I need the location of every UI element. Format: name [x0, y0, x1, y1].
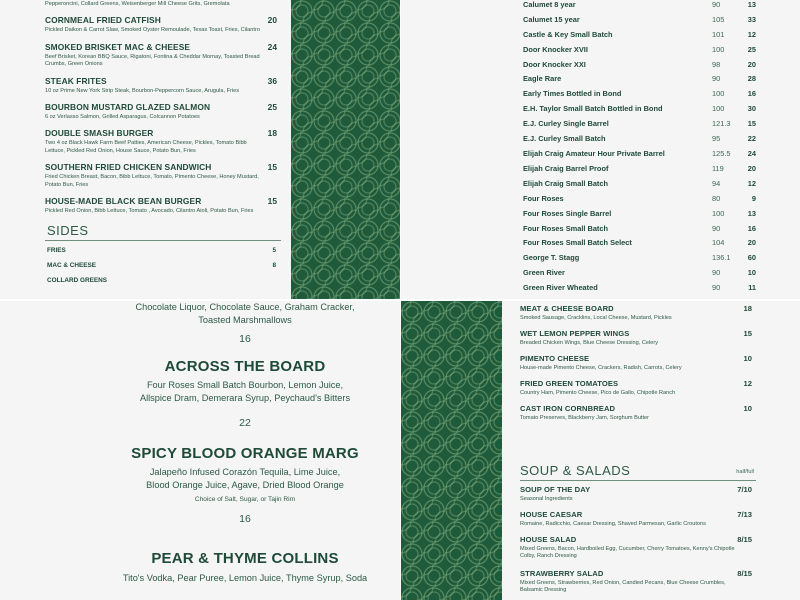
- whiskey-row: [523, 149, 759, 164]
- entrees-list: [45, 0, 281, 292]
- whiskey-proof: 101: [712, 30, 725, 39]
- whiskey-row: [523, 238, 759, 253]
- cocktails-panel: [0, 301, 400, 600]
- whiskey-row: [523, 134, 759, 149]
- item-description: Mixed Greens, Strawberries, Red Onion, Candied Pecans, Blue Cheese Crumbles, Balsamic Dressing: [520, 580, 726, 594]
- whiskey-row: [523, 164, 759, 179]
- whiskey-price: 22: [747, 134, 756, 143]
- partial-item-description: Pepperoncini, Collard Greens, Weisenberger Mill Cheese Grits, Gremolata: [45, 1, 230, 7]
- whiskey-row: [523, 224, 759, 239]
- side-name: MAC & CHEESE: [47, 262, 97, 270]
- whiskey-proof: 98: [712, 60, 721, 69]
- whiskey-proof: 100: [712, 89, 725, 98]
- whiskey-price: 13: [747, 0, 756, 9]
- whiskey-name: Elijah Craig Amateur Hour Private Barrel: [523, 149, 665, 158]
- menu-item: [45, 15, 281, 34]
- side-name: COLLARD GREENS: [47, 277, 108, 285]
- whiskey-proof: 125.5: [712, 149, 731, 158]
- whiskey-row: [523, 194, 759, 209]
- whiskey-name: Early Times Bottled in Bond: [523, 89, 622, 98]
- item-name: HOUSE CAESAR: [520, 510, 583, 519]
- menu-item: [520, 404, 756, 422]
- whiskey-row: [523, 253, 759, 268]
- menu-item: [520, 510, 756, 528]
- whiskey-price: 11: [748, 283, 756, 292]
- whiskey-row: [523, 268, 759, 283]
- item-price: 8/15: [737, 569, 752, 578]
- cocktail-ingredients: Allspice Dram, Demerara Syrup, Peychaud's Bitters: [139, 393, 351, 403]
- whiskey-price: 30: [747, 104, 756, 113]
- side-item: [45, 262, 281, 277]
- item-name: DOUBLE SMASH BURGER: [45, 128, 154, 139]
- whiskey-name: Elijah Craig Small Batch: [523, 179, 609, 188]
- item-description: Pickled Daikon & Carrot Slaw, Smoked Oyster Remoulade, Texas Toast, Fries, Cilantro: [45, 27, 260, 34]
- item-price: 20: [267, 15, 277, 26]
- whiskey-proof: 100: [712, 209, 725, 218]
- whiskey-price: 25: [747, 45, 756, 54]
- whiskey-price: 16: [747, 89, 756, 98]
- cocktail-ingredients: Four Roses Small Batch Bourbon, Lemon Juice,: [146, 380, 344, 390]
- whiskey-row: [523, 179, 759, 194]
- cocktail-ingredients: Tito's Vodka, Pear Puree, Lemon Juice, Thyme Syrup, Soda: [122, 573, 368, 583]
- whiskey-row: [523, 119, 759, 134]
- item-price: 10: [743, 404, 752, 413]
- item-description: House-made Pimento Cheese, Crackers, Radish, Carrots, Celery: [520, 365, 682, 371]
- whiskey-proof: 90: [712, 224, 721, 233]
- whiskey-name: Four Roses Small Batch: [523, 224, 609, 233]
- item-description: Breaded Chicken Wings, Blue Cheese Dressing, Celery: [520, 340, 659, 346]
- cocktail-ingredients: Chocolate Liquor, Chocolate Sauce, Graham Cracker,: [135, 302, 355, 312]
- item-name: CORNMEAL FRIED CATFISH: [45, 15, 161, 26]
- menu-item: [45, 162, 281, 189]
- menu-item: [45, 42, 281, 69]
- whiskey-name: Four Roses Small Batch Select: [523, 238, 632, 247]
- whiskey-price: 28: [747, 74, 756, 83]
- whiskey-name: Castle & Key Small Batch: [523, 30, 613, 39]
- whiskey-name: Green River Wheated: [523, 283, 598, 292]
- item-description: Romaine, Radicchio, Caesar Dressing, Shaved Parmesan, Garlic Croutons: [520, 521, 706, 527]
- item-name: FRIED GREEN TOMATOES: [520, 379, 619, 388]
- whiskey-price: 10: [747, 268, 756, 277]
- whiskey-price: 33: [747, 15, 756, 24]
- sides-heading: SIDES: [47, 223, 89, 239]
- cocktail-price: 22: [239, 417, 251, 429]
- item-description: 6 oz Verlasso Salmon, Grilled Asparagus, Colcannon Potatoes: [45, 114, 200, 121]
- whiskey-name: E.H. Taylor Small Batch Bottled in Bond: [523, 104, 663, 113]
- whiskey-proof: 100: [712, 45, 725, 54]
- item-name: HOUSE SALAD: [520, 535, 577, 544]
- whiskey-price: 15: [747, 119, 756, 128]
- cocktail-item: [0, 550, 400, 585]
- whiskey-row: [523, 60, 759, 75]
- soup-salads-heading: SOUP & SALADS: [520, 463, 631, 478]
- side-price: 8: [272, 262, 276, 270]
- item-name: SOUP OF THE DAY: [520, 485, 591, 494]
- whiskey-proof: 95: [712, 134, 721, 143]
- whiskey-name: Four Roses: [523, 194, 564, 203]
- item-price: 36: [267, 75, 277, 86]
- side-item: [45, 247, 281, 262]
- item-name: HOUSE-MADE BLACK BEAN BURGER: [45, 196, 202, 207]
- whiskey-price: 20: [747, 238, 756, 247]
- item-name: WET LEMON PEPPER WINGS: [520, 329, 630, 338]
- whiskey-row: [523, 15, 759, 30]
- item-name: SOUTHERN FRIED CHICKEN SANDWICH: [45, 162, 212, 173]
- cocktail-note: Choice of Salt, Sugar, or Tajin Rim: [194, 496, 296, 503]
- whiskey-price: 12: [747, 179, 756, 188]
- side-price: 5: [272, 247, 276, 255]
- whiskey-proof: 90: [712, 74, 721, 83]
- item-price: 15: [267, 162, 277, 173]
- item-price: 18: [267, 128, 277, 139]
- menu-item: [520, 485, 756, 503]
- item-price: 12: [743, 379, 752, 388]
- item-description: Pickled Red Onion, Bibb Lettuce, Tomato , Avocado, Cilantro Aioli, Potato Bun, Fries: [45, 208, 254, 215]
- item-name: BOURBON MUSTARD GLAZED SALMON: [45, 102, 211, 113]
- whiskey-row: [523, 104, 759, 119]
- whiskey-price: 20: [747, 164, 756, 173]
- cocktail-price: 16: [239, 513, 251, 525]
- cocktail-item: [0, 445, 400, 525]
- menu-item: [520, 535, 756, 561]
- item-description: 10 oz Prime New York Strip Steak, Bourbon-Peppercorn Sauce, Arugula, Fries: [45, 87, 240, 94]
- soup-salads-header: [520, 463, 756, 481]
- whiskey-name: Elijah Craig Barrel Proof: [523, 164, 609, 173]
- item-price: 15: [743, 329, 752, 338]
- cocktail-item: [0, 358, 400, 429]
- item-description: Beef Brisket, Korean BBQ Sauce, Rigatoni, Fontina & Cheddar Mornay, Toasted Bread Crumbs, Green Onions: [45, 53, 260, 68]
- half-full-note: half/full: [736, 469, 754, 475]
- whiskey-row: [523, 89, 759, 104]
- whiskey-proof: 80: [712, 194, 721, 203]
- cocktail-ingredients: Toasted Marshmallows: [198, 315, 292, 325]
- decorative-pattern-strip: [291, 0, 400, 299]
- whiskey-row: [523, 30, 759, 45]
- whiskey-proof: 119: [712, 164, 724, 173]
- item-name: MEAT & CHEESE BOARD: [520, 304, 614, 313]
- item-name: CAST IRON CORNBREAD: [520, 404, 616, 413]
- cocktail-price: 16: [239, 333, 251, 345]
- whiskey-price: 12: [747, 30, 756, 39]
- whiskey-price: 60: [747, 253, 756, 262]
- item-price: 7/13: [737, 510, 752, 519]
- cocktail-ingredients: Blood Orange Juice, Agave, Dried Blood Orange: [146, 480, 344, 490]
- whiskey-price: 20: [747, 60, 756, 69]
- item-price: 7/10: [737, 485, 752, 494]
- whiskey-proof: 90: [712, 0, 721, 9]
- whiskey-price: 9: [751, 194, 756, 203]
- whiskey-proof: 100: [712, 104, 725, 113]
- item-description: Tomato Preserves, Blackberry Jam, Sorghum Butter: [520, 415, 650, 421]
- menu-item: [520, 379, 756, 397]
- whiskey-name: Door Knocker XVII: [523, 45, 588, 54]
- item-description: Seasonal Ingredients: [520, 496, 573, 502]
- menu-item: [520, 569, 756, 595]
- whiskey-proof: 105: [712, 15, 725, 24]
- whiskey-proof: 90: [712, 283, 721, 292]
- item-price: 15: [267, 196, 277, 207]
- menu-item: [45, 76, 281, 95]
- whiskey-row: [523, 209, 759, 224]
- side-item: [45, 277, 281, 292]
- item-price: 10: [743, 354, 752, 363]
- item-name: STRAWBERRY SALAD: [520, 569, 604, 578]
- soup-salads-divider: [520, 480, 756, 481]
- whiskey-proof: 90: [712, 268, 721, 277]
- whiskey-name: Eagle Rare: [523, 74, 562, 83]
- item-description: Country Ham, Pimento Cheese, Pico de Gallo, Chipotle Ranch: [520, 390, 676, 396]
- whiskey-name: Green River: [523, 268, 565, 277]
- whiskey-name: Calumet 15 year: [523, 15, 580, 24]
- whiskey-price: 16: [747, 224, 756, 233]
- menu-item: [520, 354, 756, 372]
- cocktail-name: ACROSS THE BOARD: [164, 358, 326, 375]
- item-description: Smoked Sausage, Cracklins, Local Cheese, Mustard, Pickles: [520, 315, 672, 321]
- whiskey-proof: 121.3: [712, 119, 731, 128]
- whiskey-row: [523, 45, 759, 60]
- side-name: FRIES: [47, 247, 66, 255]
- whiskey-price: 13: [747, 209, 756, 218]
- partial-cocktail: [0, 301, 400, 345]
- menu-item: [45, 102, 281, 121]
- item-description: Mixed Greens, Bacon, Hardboiled Egg, Cucumber, Cherry Tomatoes, Kenny's Chipotle Colby, Ranch Dressing: [520, 546, 735, 560]
- item-price: 25: [267, 102, 277, 113]
- whiskey-name: Four Roses Single Barrel: [523, 209, 612, 218]
- whiskey-proof: 136.1: [712, 253, 731, 262]
- cocktail-ingredients: Jalapeño Infused Corazón Tequila, Lime Juice,: [149, 467, 341, 477]
- decorative-pattern-strip: [401, 301, 502, 600]
- item-price: 8/15: [737, 535, 752, 544]
- whiskey-list-panel: [401, 0, 800, 299]
- menu-item: [45, 128, 281, 155]
- whiskey-row: [523, 0, 759, 15]
- item-price: 24: [267, 41, 277, 52]
- whiskey-name: E.J. Curley Small Batch: [523, 134, 606, 143]
- whiskey-row: [523, 74, 759, 89]
- starters-panel: [401, 301, 800, 600]
- menu-item: [45, 196, 281, 215]
- cocktail-name: PEAR & THYME COLLINS: [151, 550, 339, 567]
- item-description: Two 4 oz Black Hawk Farm Beef Patties, American Cheese, Pickles, Tomato Bibb Lettuce, Pickled Red Onion, House Sauce, Potato Bun, Fries: [45, 140, 247, 154]
- whiskey-proof: 94: [712, 179, 721, 188]
- whiskey-name: Calumet 8 year: [523, 0, 576, 9]
- whiskey-price: 24: [747, 149, 756, 158]
- whiskey-name: George T. Stagg: [523, 253, 580, 262]
- whiskey-name: E.J. Curley Single Barrel: [523, 119, 609, 128]
- entrees-menu-panel: [0, 0, 400, 299]
- menu-item: [520, 329, 756, 347]
- item-description: Fried Chicken Breast, Bacon, Bibb Lettuce, Tomato, Pimento Cheese, Honey Mustard, Potato Bun, Fries: [45, 174, 259, 188]
- sides-divider: [45, 240, 281, 241]
- menu-item: [520, 304, 756, 322]
- item-name: SMOKED BRISKET MAC & CHEESE: [45, 41, 191, 52]
- whiskey-row: [523, 283, 759, 298]
- item-name: STEAK FRITES: [45, 75, 107, 86]
- item-price: 18: [743, 304, 752, 313]
- item-name: PIMENTO CHEESE: [520, 354, 590, 363]
- whiskey-name: Door Knocker XXI: [523, 60, 586, 69]
- whiskey-proof: 104: [712, 238, 725, 247]
- cocktail-name: SPICY BLOOD ORANGE MARG: [131, 445, 359, 462]
